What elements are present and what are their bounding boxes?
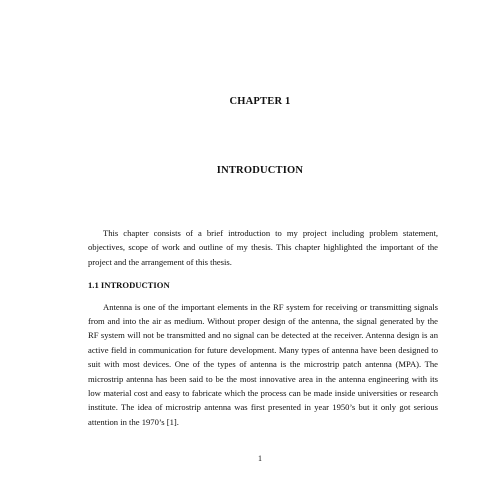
section-heading: 1.1 INTRODUCTION [88,280,170,291]
intro-paragraph: This chapter consists of a brief introduction to my project including problem statement, objectives, scope of work and outline of my thesis. This chapter highlighted the important of the project and the arrangement of this thesis. [88,228,438,267]
section-paragraph: Antenna is one of the important elements in the RF system for receiving or transmitting signals from and into the air as medium. Without proper design of the antenna, the signal generated by the RF system will not be transmitted and no signal can be detected at the receiver. Antenna design is an active field in communication for future development. Many types of antenna have been designed to suit with most devices. One of the types of antenna is the microstrip patch antenna (MPA). The microstrip antenna has been said to be the most innovative area in the antenna engineering with its low material cost and easy to fabricate which the process can be made inside universities or research institute. The idea of microstrip antenna was first presented in year 1950’s but it only got serious attention in the 1970’s [1]. [88,301,438,427]
chapter-title: INTRODUCTION [216,165,304,176]
chapter-label: CHAPTER 1 [229,96,291,107]
document-body [88,226,438,429]
page-number: 1 [258,454,262,463]
